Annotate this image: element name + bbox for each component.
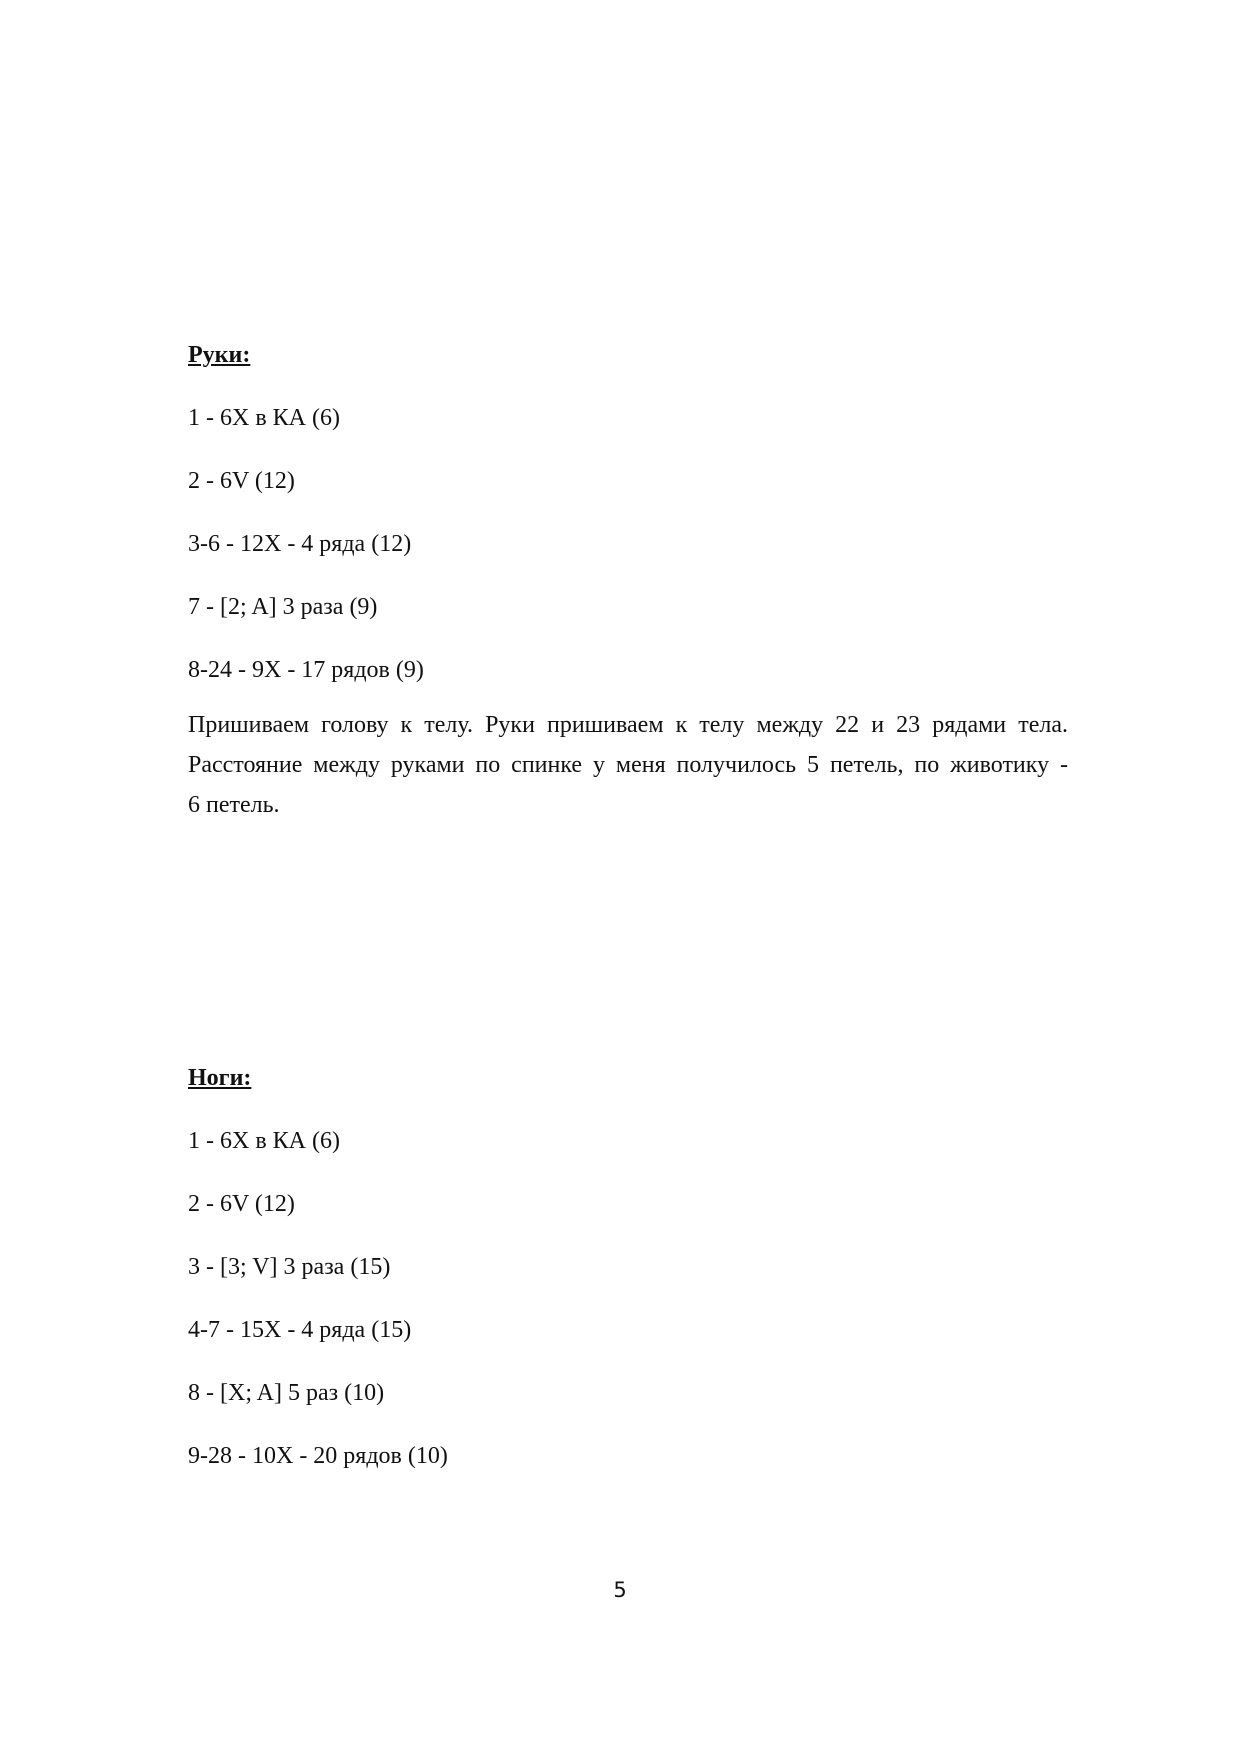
legs-row: 4-7 - 15X - 4 ряда (15) xyxy=(188,1317,412,1343)
legs-row: 2 - 6V (12) xyxy=(188,1191,295,1217)
page-number: 5 xyxy=(613,1578,627,1602)
legs-rows xyxy=(188,1126,1068,1471)
legs-row: 1 - 6X в КА (6) xyxy=(188,1128,340,1154)
arms-row: 2 - 6V (12) xyxy=(188,468,295,494)
arms-heading: Руки: xyxy=(188,342,251,368)
legs-heading: Ноги: xyxy=(188,1065,252,1091)
arms-row: 7 - [2; A] 3 раза (9) xyxy=(188,594,378,620)
arms-row: 3-6 - 12X - 4 ряда (12) xyxy=(188,531,412,557)
legs-row: 8 - [X; A] 5 раз (10) xyxy=(188,1380,385,1406)
legs-section xyxy=(188,1063,1068,1471)
paragraph-line: Пришиваем голову к телу. Руки пришиваем к телу между 22 и 23 рядами тела. xyxy=(188,712,1068,738)
arms-row: 8-24 - 9X - 17 рядов (9) xyxy=(188,657,424,683)
arms-section xyxy=(188,340,1068,825)
arms-row: 1 - 6X в КА (6) xyxy=(188,405,340,431)
assembly-paragraph xyxy=(188,705,1068,825)
paragraph-line: 6 петель. xyxy=(188,792,280,818)
legs-row: 3 - [3; V] 3 раза (15) xyxy=(188,1254,391,1280)
arms-rows xyxy=(188,403,1068,685)
legs-row: 9-28 - 10X - 20 рядов (10) xyxy=(188,1443,448,1469)
paragraph-line: Расстояние между руками по спинке у меня получилось 5 петель, по животику - xyxy=(188,752,1068,778)
